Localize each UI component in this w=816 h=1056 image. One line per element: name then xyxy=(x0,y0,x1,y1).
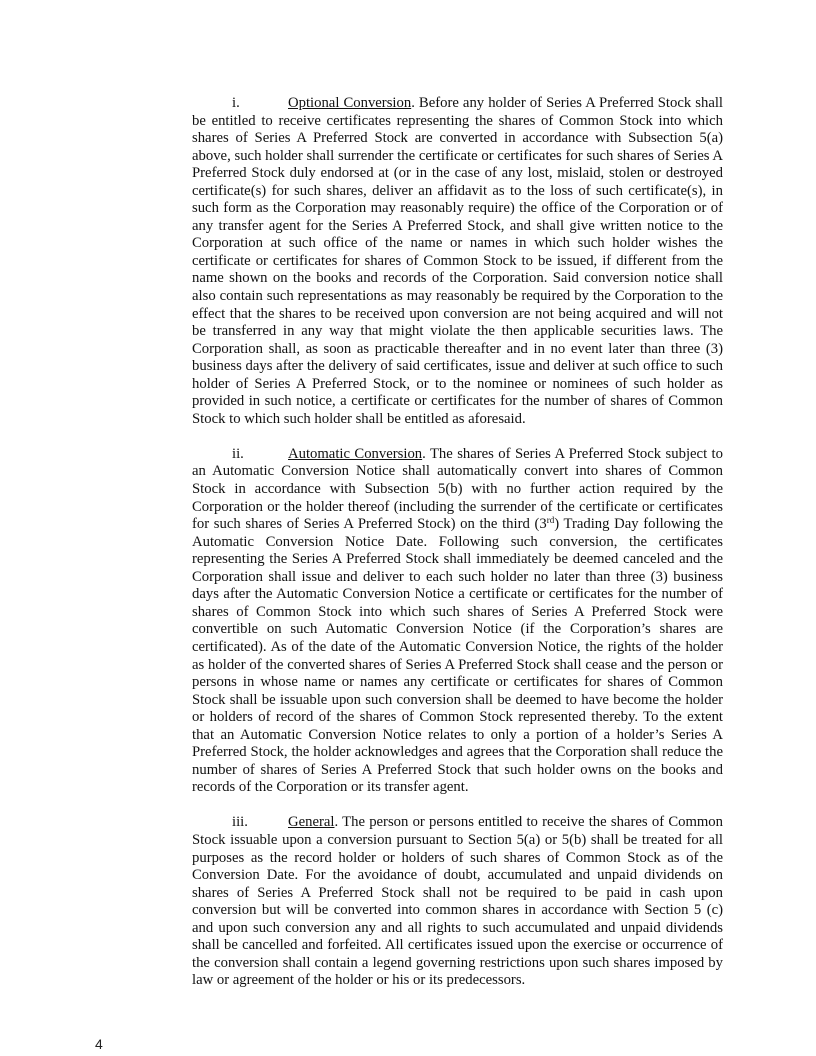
ordinal-superscript: rd xyxy=(546,515,555,526)
section-number: ii. xyxy=(232,445,244,462)
section-number: i. xyxy=(232,95,240,111)
section-text: . Before any holder of Series A Preferred Stock shall be entitled to receive certificates representing the shares of Common Stock into which shares of Series A Preferred Stock are converted in accordance with Subsection 5(a) above, such holder shall surrender the certificate or certificates for such shares of Series A Preferred Stock duly endorsed at (or in the case of any lost, mislaid, stolen or destroyed certificate(s) for such shares, deliver an affidavit as to the loss of such certificate(s), in such form as the Corporation may reasonably require) the office of the Corporation or of any transfer agent for the Series A Preferred Stock, and shall give written notice to the Corporation at such office of the name or names in which such holder wishes the certificate or certificates for shares of Common Stock to be issued, if different from the name shown on the books and records of the Corporation. Said conversion notice shall also contain such representations as may reasonably be required by the Corporation to the effect that the shares to be received upon conversion are not being acquired and will not be transferred in any way that might violate the then applicable securities laws. The Corporation shall, as soon as practicable thereafter and in no event later than three (3) business days after the delivery of said certificates, issue and deliver at such office to such holder of Series A Preferred Stock, or to the nominee or nominees of such holder as provided in such notice, a certificate or certificates for the number of shares of Common Stock to which such holder shall be entitled as aforesaid. xyxy=(192,95,723,427)
document-body xyxy=(192,95,723,1007)
section-text-continued: ) Trading Day following the Automatic Conversion Notice Date. Following such conversion, the certificates representing the Series A Preferred Stock shall immediately be deemed canceled and the Corporation shall issue and deliver to each such holder no later than three (3) business days after the Automatic Conversion Notice a certificate or certificates for the number of shares of Common Stock into which such shares of Series A Preferred Stock were convertible on such Automatic Conversion Notice (if the Corporation’s shares are certificated). As of the date of the Automatic Conversion Notice, the rights of the holder as holder of the converted shares of Series A Preferred Stock shall cease and the person or persons in whose name or names any certificate or certificates for shares of Common Stock shall be issuable upon such conversion shall be deemed to have become the holder or holders of record of the shares of Common Stock represented thereby. To the extent that an Automatic Conversion Notice relates to only a portion of a holder’s Series A Preferred Stock, the holder acknowledges and agrees that the Corporation shall reduce the number of shares of Series A Preferred Stock that such holder owns on the books and records of the Corporation or its transfer agent. xyxy=(192,516,723,796)
section-optional-conversion xyxy=(192,95,723,428)
section-heading: Automatic Conversion xyxy=(288,445,423,462)
section-text: . The person or persons entitled to receive the shares of Common Stock issuable upon a conversion pursuant to Section 5(a) or 5(b) shall be treated for all purposes as the record holder or holders of such shares of Common Stock as of the Conversion Date. For the avoidance of doubt, accumulated and unpaid dividends on shares of Series A Preferred Stock shall not be required to be paid in cash upon conversion but will be converted into common shares in accordance with Section 5 (c) and upon such conversion any and all rights to such accumulated and unpaid dividends shall be cancelled and forfeited. All certificates issued upon the exercise or occurrence of the conversion shall contain a legend governing restrictions upon such shares imposed by law or agreement of the holder or his or its predecessors. xyxy=(192,814,723,989)
section-general xyxy=(192,814,723,989)
section-automatic-conversion xyxy=(192,446,723,797)
section-heading: General xyxy=(288,814,335,831)
section-heading: Optional Conversion xyxy=(288,95,412,111)
section-number: iii. xyxy=(232,814,248,831)
page-number: 4 xyxy=(95,1036,103,1052)
section-text: . The shares of Series A Preferred Stock subject to an Automatic Conversion Notice shall automatically convert into shares of Common Stock in accordance with Subsection 5(b) with no further action required by the Corporation or the holder thereof (including the surrender of the certificate or certificates for such shares of Series A Preferred Stock) on the third (3 xyxy=(192,445,723,533)
